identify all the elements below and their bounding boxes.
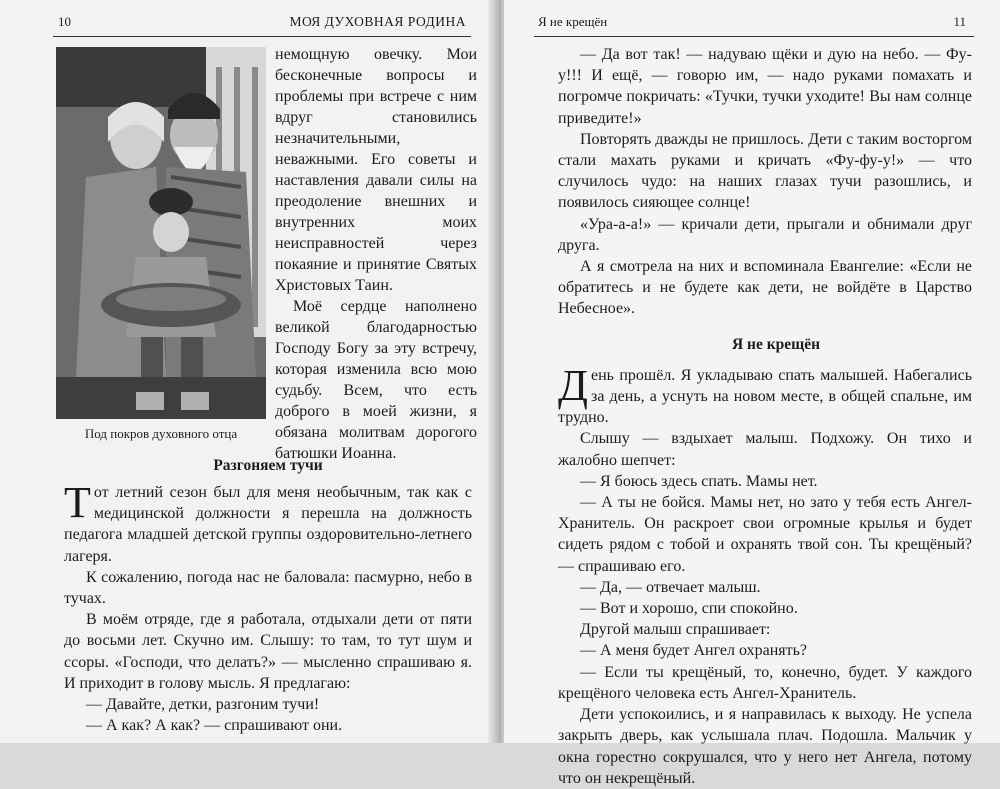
right-page-number: 11 bbox=[953, 14, 966, 29]
body-paragraph: — Да вот так! — надуваю щёки и дую на небо. — Фу-у!!! И ещё, — говорю им, — надо руками помахать и погромче покричать: «Тучки, тучки уходите! Вы нам солнце приведите!» bbox=[558, 46, 972, 127]
left-body-text bbox=[64, 478, 472, 736]
body-paragraph: — А ты не бойся. Мамы нет, но зато у тебя есть Ангел-Хранитель. Он раскроет свои огромные крылья и будет сидеть рядом с тобой и охранять твой сон. Ты крещёный? — спрашиваю его. bbox=[558, 494, 972, 575]
photo-spiritual-father bbox=[56, 47, 266, 419]
body-paragraph: Слышу — вздыхает малыш. Подхожу. Он тихо и жалобно шепчет: bbox=[558, 430, 972, 469]
right-page bbox=[504, 0, 1000, 787]
body-paragraph: Повторять дважды не пришлось. Дети с таким восторгом стали махать руками и кричать «Фу-фу-у!» — что случилось чудо: на наших глазах тучи разошлись, и появилось сияющее солнце! bbox=[558, 130, 972, 212]
body-paragraph: В моём отряде, где я работала, отдыхали дети от пяти до восьми лет. Скучно им. Слышу: то там, то тут шум и ссоры. «Господи, что делать?» — мысленно спрашиваю я. И приходит в голову мысль. Я предлагаю: bbox=[64, 611, 472, 692]
column-paragraph: немощную овечку. Мои бесконечные вопросы и проблемы при встрече с ним вдруг становились незначительными, неважными. Его советы и наставления давали силы на преодоление внешних и внутренних моих неисправностей через покаяние и принятие Святых Христовых Таин. bbox=[275, 46, 477, 294]
body-paragraph: Другой малыш спрашивает: bbox=[580, 621, 771, 639]
photo-side-column bbox=[275, 44, 477, 464]
body-paragraph: — Вот и хорошо, спи спокойно. bbox=[580, 600, 798, 618]
body-paragraph: — А как? А как? — спрашивают они. bbox=[86, 717, 343, 735]
drop-cap: Д bbox=[558, 360, 589, 410]
body-paragraph bbox=[558, 360, 972, 429]
section-title-razgonyaem-tuchi: Разгоняем тучи bbox=[213, 457, 323, 474]
right-header-rule bbox=[534, 36, 974, 37]
left-header-rule bbox=[53, 36, 471, 37]
body-paragraph: Дети успокоились, и я направилась к выходу. Не успела закрыть дверь, как услышала плач. Подошла. Мальчик у окна горестно сокрушался, что у него нет Ангела, потому что он некрещёный. bbox=[558, 706, 972, 787]
body-paragraph: К сожалению, погода нас не баловала: пасмурно, небо в тучах. bbox=[64, 568, 472, 608]
left-running-head: МОЯ ДУХОВНАЯ РОДИНА bbox=[289, 14, 466, 29]
body-paragraph: — А меня будет Ангел охранять? bbox=[580, 642, 808, 660]
first-paragraph-text: от летний сезон был для меня необычным, так как с медицинской должности я перешла на должность педагога младшей детской группы оздоровительно-летнего лагеря. bbox=[64, 484, 472, 565]
right-body-text bbox=[558, 44, 972, 789]
section-title-ya-ne-kreshchen: Я не крещён bbox=[731, 335, 821, 353]
body-paragraph: — Я боюсь здесь спать. Мамы нет. bbox=[580, 472, 818, 490]
left-page-number: 10 bbox=[58, 14, 71, 29]
body-paragraph bbox=[64, 478, 472, 567]
body-paragraph: — Давайте, детки, разгоним тучи! bbox=[86, 696, 320, 714]
body-paragraph: «Ура-а-а!» — кричали дети, прыгали и обнимали друг друга. bbox=[558, 215, 972, 254]
first-paragraph-text: ень прошёл. Я укладываю спать малышей. Набегались за день, а уснуть на новом месте, в общей спальне, им трудно. bbox=[558, 366, 972, 427]
body-paragraph: — Да, — отвечает малыш. bbox=[580, 578, 761, 596]
body-paragraph: А я смотрела на них и вспоминала Евангелие: «Если не обратитесь и не будете как дети, не войдёте в Царство Небесное». bbox=[558, 258, 972, 318]
right-running-head: Я не крещён bbox=[538, 14, 608, 29]
left-page bbox=[0, 0, 496, 743]
drop-cap: Т bbox=[64, 478, 91, 527]
photo-caption: Под покров духовного отца bbox=[84, 426, 238, 441]
body-paragraph: — Если ты крещёный, то, конечно, будет. У каждого крещёного человека есть Ангел-Хранитель. bbox=[558, 663, 972, 702]
column-paragraph: Моё сердце наполнено великой благодарностью Господу Богу за эту встречу, которая изменила всю мою судьбу. Всем, что есть доброго в моей жизни, я обязана молитвам дорогого батюшки Иоанна. bbox=[275, 298, 477, 462]
